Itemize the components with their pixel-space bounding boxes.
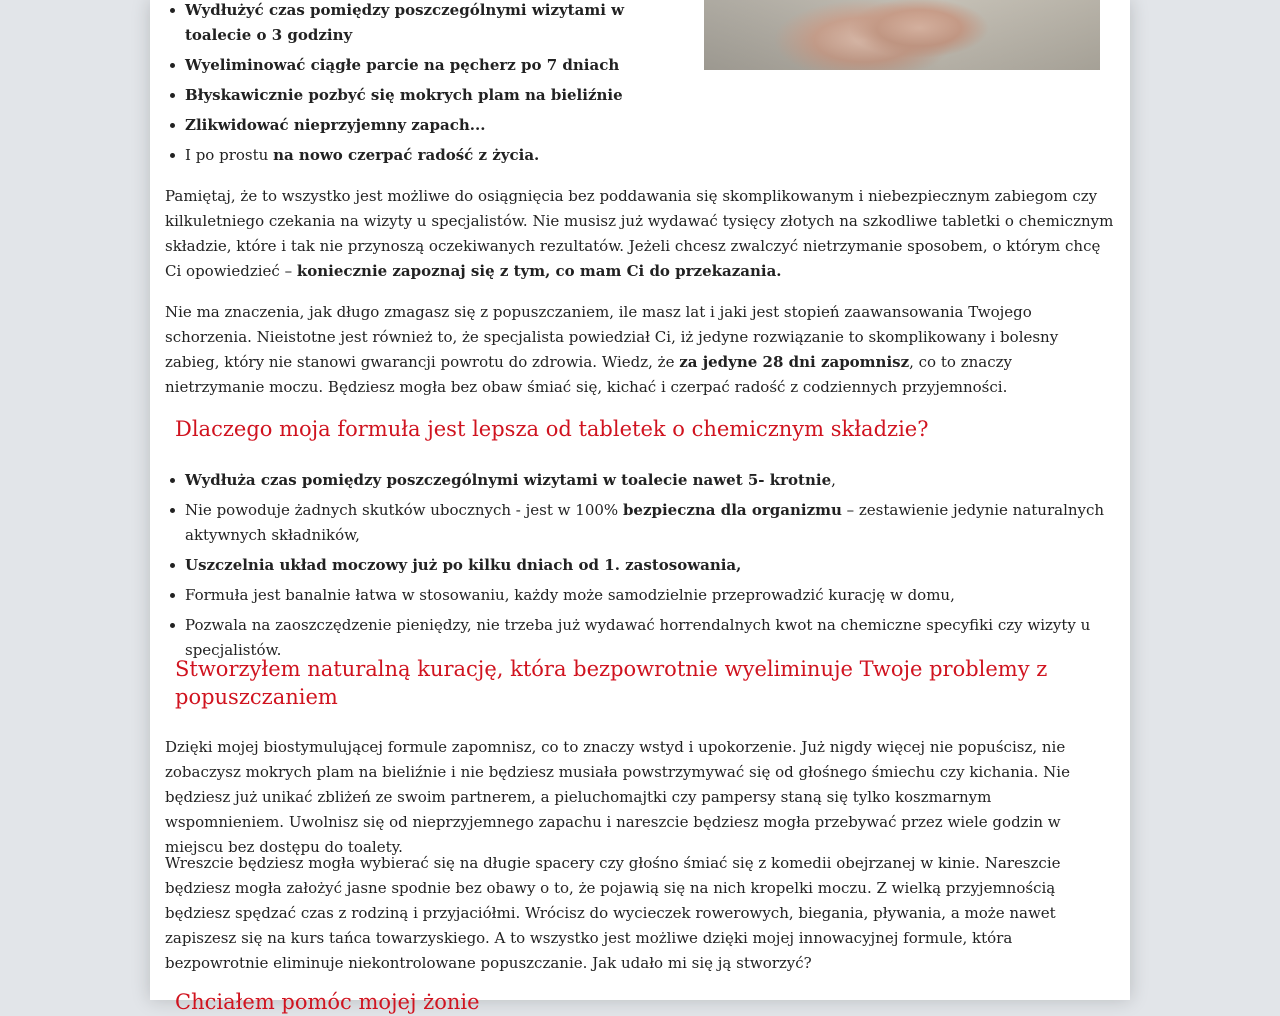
benefits-list-top [165, 0, 695, 173]
article-photo-hands [704, 0, 1100, 70]
list-item: Wyeliminować ciągłe parcie na pęcherz po 7 dniach [165, 53, 695, 78]
section-heading-why-better: Dlaczego moja formuła jest lepsza od tabletek o chemicznym składzie? [175, 417, 929, 441]
paragraph-duration: Nie ma znaczenia, jak długo zmagasz się z popuszczaniem, ile masz lat i jaki jest stopień zaawansowania Twojego schorzenia. Nieistotne jest również to, że specjalista powiedział Ci, iż jedyne rozwiązanie to skomplikowany i bolesny zabieg, który nie stanowi gwarancji powrotu do zdrowia. Wiedz, że za jedyne 28 dni zapomnisz, co to znaczy nietrzymanie moczu. Będziesz mogła bez obaw śmiać się, kichać i czerpać radość z codziennych przyjemności. [165, 303, 1059, 396]
list-item: Uszczelnia układ moczowy już po kilku dniach od 1. zastosowania, [165, 553, 1115, 578]
list-item: Pozwala na zaoszczędzenie pieniędzy, nie trzeba już wydawać horrendalnych kwot na chemiczne specyfiki czy wizyty u specjalistów. [165, 613, 1115, 663]
list-item: Wydłuża czas pomiędzy poszczególnymi wizytami w toalecie nawet 5- krotnie, [165, 468, 1115, 493]
section-heading-wife: Chciałem pomóc mojej żonie [175, 990, 480, 1014]
list-item: Nie powoduje żadnych skutków ubocznych - jest w 100% bezpieczna dla organizmu – zestawienie jedynie naturalnych aktywnych składników, [165, 498, 1115, 548]
benefits-list-formula [165, 468, 1115, 668]
list-item: Błyskawicznie pozbyć się mokrych plam na bieliźnie [165, 83, 695, 108]
paragraph-intro: Pamiętaj, że to wszystko jest możliwe do osiągnięcia bez poddawania się skomplikowanym i niebezpiecznym zabiegom czy kilkuletniego czekania na wizyty u specjalistów. Nie musisz już wydawać tysięcy złotych na szkodliwe tabletki o chemicznym składzie, które i tak nie przynoszą oczekiwanych rezultatów. Jeżeli chcesz zwalczyć nietrzymanie sposobem, o którym chcę Ci opowiedzieć – koniecznie zapoznaj się z tym, co mam Ci do przekazania. [165, 187, 1114, 280]
section-heading-natural-cure: Stworzyłem naturalną kurację, która bezpowrotnie wyeliminuje Twoje problemy z popuszczaniem [175, 657, 1048, 709]
list-item: Zlikwidować nieprzyjemny zapach... [165, 113, 695, 138]
article-page [150, 0, 1130, 1014]
paragraph-freedom: Wreszcie będziesz mogła wybierać się na długie spacery czy głośno śmiać się z komedii obejrzanej w kinie. Nareszcie będziesz mogła założyć jasne spodnie bez obawy o to, że pojawią się na nich kropelki moczu. Z wielką przyjemnością będziesz spędzać czas z rodziną i przyjaciółmi. Wrócisz do wycieczek rowerowych, biegania, pływania, a może nawet zapiszesz się na kurs tańca towarzyskiego. A to wszystko jest możliwe dzięki mojej innowacyjnej formule, która bezpowrotnie eliminuje niekontrolowane popuszczanie. Jak udało mi się ją stworzyć? [165, 854, 1061, 972]
paragraph-formula: Dzięki mojej biostymulującej formule zapomnisz, co to znaczy wstyd i upokorzenie. Już nigdy więcej nie popuścisz, nie zobaczysz mokrych plam na bieliźnie i nie będziesz musiała powstrzymywać się od głośnego śmiechu czy kichania. Nie będziesz już unikać zbliżeń ze swoim partnerem, a pieluchomajtki czy pampersy staną się tylko koszmarnym wspomnieniem. Uwolnisz się od nieprzyjemnego zapachu i nareszcie będziesz mogła przebywać przez wiele godzin w miejscu bez dostępu do toalety. [165, 738, 1070, 856]
list-item: I po prostu na nowo czerpać radość z życia. [165, 143, 695, 168]
list-item: Wydłużyć czas pomiędzy poszczególnymi wizytami w toalecie o 3 godziny [165, 0, 695, 48]
list-item: Formuła jest banalnie łatwa w stosowaniu, każdy może samodzielnie przeprowadzić kurację w domu, [165, 583, 1115, 608]
